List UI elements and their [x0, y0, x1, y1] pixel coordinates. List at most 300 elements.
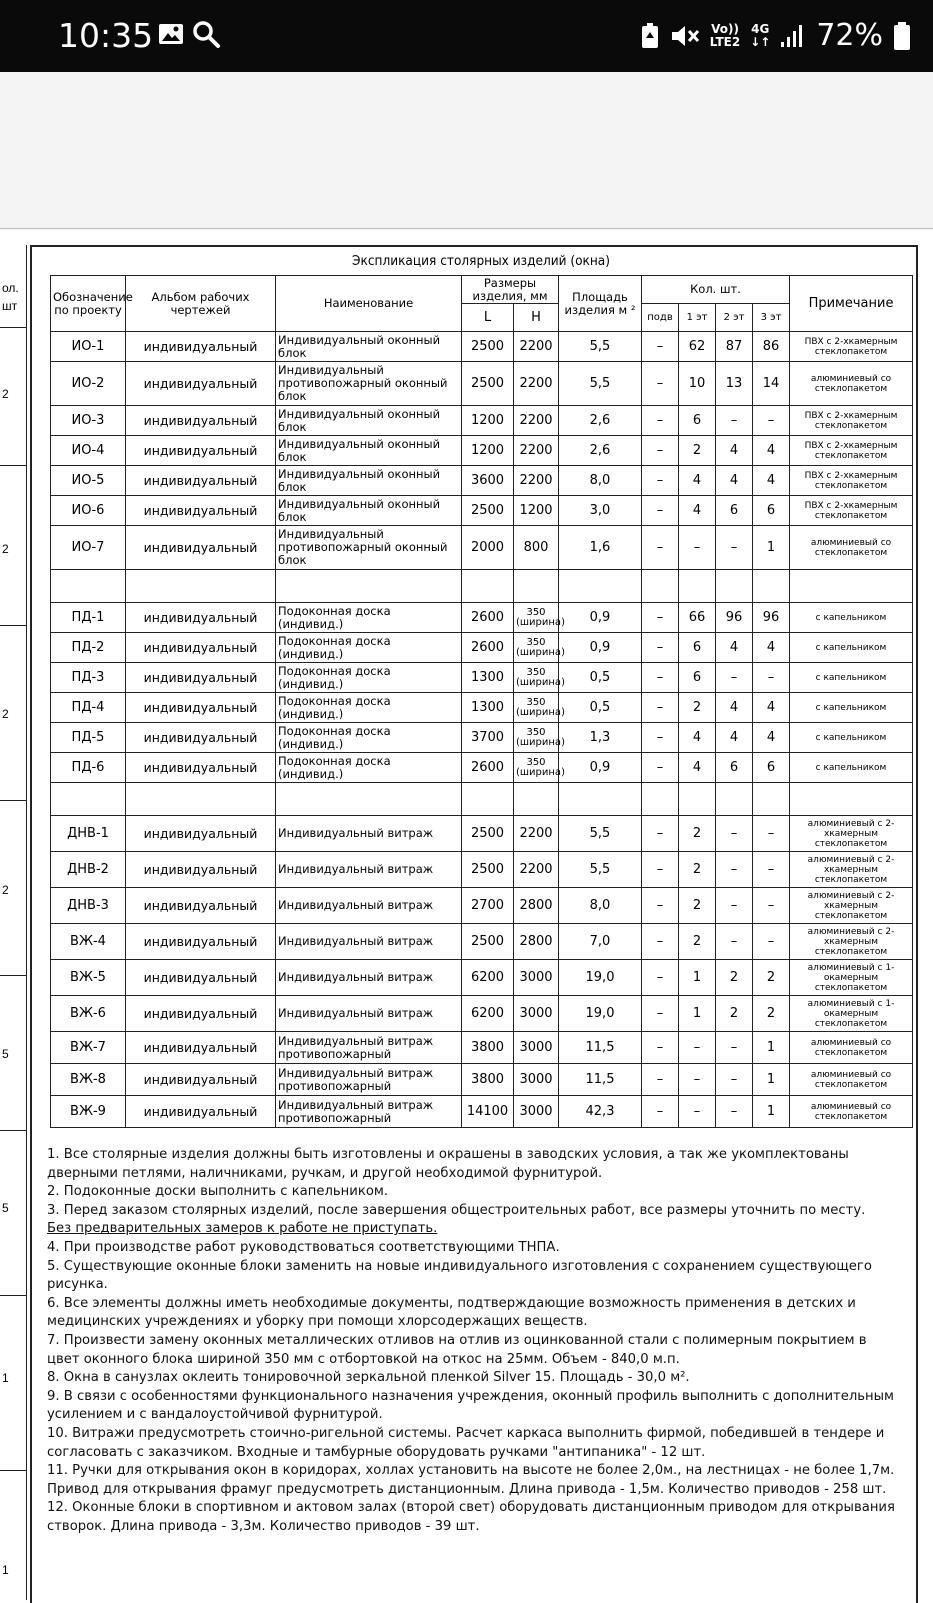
cell-l: 6200 [462, 996, 514, 1032]
cell-q3: 6 [753, 496, 790, 526]
cell-h: 1200 [514, 496, 559, 526]
empty-cell [462, 783, 514, 816]
table-body [51, 332, 913, 1128]
cell-name: Индивидуальный витраж [276, 852, 462, 888]
cell-q2: – [716, 888, 753, 924]
cell-area: 42,3 [559, 1096, 642, 1128]
cell-q1: 1 [679, 960, 716, 996]
cell-area: 19,0 [559, 960, 642, 996]
cell-h: 2200 [514, 436, 559, 466]
header-qty-floor1: 1 эт [679, 304, 716, 332]
cell-q2: 87 [716, 332, 753, 362]
cell-q0: – [642, 723, 679, 753]
cell-area: 0,9 [559, 753, 642, 783]
cell-album: индивидуальный [126, 466, 276, 496]
header-name: Наименование [276, 276, 462, 332]
table-row [51, 633, 913, 663]
cell-q0: – [642, 496, 679, 526]
cell-q3: 4 [753, 633, 790, 663]
cell-q1: 66 [679, 603, 716, 633]
cell-q2: 2 [716, 996, 753, 1032]
cell-q2: – [716, 406, 753, 436]
cell-name: Индивидуальный витраж противопожарный [276, 1096, 462, 1128]
cell-h: 350 (ширина) [514, 693, 559, 723]
cell-note: ПВХ с 2-хкамерным стеклопакетом [790, 496, 913, 526]
cell-q1: 2 [679, 816, 716, 852]
adjacent-divider [0, 1295, 26, 1296]
cell-q2: – [716, 1096, 753, 1128]
header-qty-basement: подв [642, 304, 679, 332]
cell-q1: 2 [679, 693, 716, 723]
cell-area: 8,0 [559, 466, 642, 496]
cell-note: алюминиевый с 2-хкамерным стеклопакетом [790, 924, 913, 960]
cell-l: 2700 [462, 888, 514, 924]
cell-q2: – [716, 663, 753, 693]
battery-percent: 72% [816, 18, 883, 53]
cell-q3: 2 [753, 996, 790, 1032]
cell-h: 3000 [514, 960, 559, 996]
status-left-icons [158, 20, 220, 48]
cell-code: ПД-3 [51, 663, 126, 693]
cell-note: с капельником [790, 693, 913, 723]
cell-name: Индивидуальный витраж [276, 816, 462, 852]
viewer-background [0, 72, 933, 228]
cell-q3: 1 [753, 1064, 790, 1096]
cell-q2: 4 [716, 436, 753, 466]
status-right-icons [640, 18, 911, 53]
adjacent-value: 1 [2, 1371, 9, 1385]
cell-name: Индивидуальный витраж [276, 996, 462, 1032]
note-item: 6. Все элементы должны иметь необходимые документы, подтверждающие возможность применения в детских и медицинских учреждениях и уборку при помощи хлорсодержащих веществ. [47, 1295, 856, 1330]
cell-l: 3700 [462, 723, 514, 753]
cell-q1: – [679, 1064, 716, 1096]
cell-note: алюминиевый с 2-хкамерным стеклопакетом [790, 888, 913, 924]
cell-album: индивидуальный [126, 816, 276, 852]
cell-area: 5,5 [559, 816, 642, 852]
cell-q1: 62 [679, 332, 716, 362]
cell-q1: 10 [679, 362, 716, 406]
table-row [51, 693, 913, 723]
adjacent-divider [0, 625, 26, 626]
empty-cell [790, 570, 913, 603]
table-row [51, 852, 913, 888]
battery-saver-icon [640, 22, 660, 50]
cell-note: алюминиевый со стеклопакетом [790, 1032, 913, 1064]
gallery-icon [158, 23, 184, 45]
cell-h: 3000 [514, 996, 559, 1032]
adjacent-value: 5 [2, 1201, 9, 1215]
cell-area: 5,5 [559, 332, 642, 362]
cell-l: 2500 [462, 496, 514, 526]
cell-code: ПД-2 [51, 633, 126, 663]
cell-q0: – [642, 332, 679, 362]
cell-q3: 14 [753, 362, 790, 406]
cell-code: ПД-6 [51, 753, 126, 783]
cell-note: алюминиевый со стеклопакетом [790, 1096, 913, 1128]
cell-album: индивидуальный [126, 362, 276, 406]
empty-cell [514, 783, 559, 816]
cell-h: 2800 [514, 924, 559, 960]
battery-icon [893, 21, 911, 51]
table-row [51, 960, 913, 996]
adjacent-divider [0, 1130, 26, 1131]
cell-q3: 2 [753, 960, 790, 996]
note-item: 10. Витражи предусмотреть стоично-ригельной системы. Расчет каркаса выполнить фирмой, победившей в тендере и согласовать с заказчиком. Входные и тамбурные оборудовать ручками "антипаника" - 12 шт. [47, 1425, 885, 1460]
empty-cell [126, 783, 276, 816]
cell-l: 3600 [462, 466, 514, 496]
note-item: 12. Оконные блоки в спортивном и актовом залах (второй свет) оборудовать дистанционным приводом для открывания створок. Длина привода - 3,3м. Количество приводов - 39 шт. [47, 1500, 895, 1534]
cell-note: алюминиевый с 1-окамерным стеклопакетом [790, 996, 913, 1032]
table-title: Экспликация столярных изделий (окна) [50, 247, 912, 276]
table-spacer-row [51, 570, 913, 603]
cell-album: индивидуальный [126, 633, 276, 663]
cell-q1: 1 [679, 996, 716, 1032]
cell-name: Индивидуальный оконный блок [276, 436, 462, 466]
empty-cell [790, 783, 913, 816]
cell-note: алюминиевый со стеклопакетом [790, 1064, 913, 1096]
cell-q0: – [642, 663, 679, 693]
cell-h: 2200 [514, 852, 559, 888]
adjacent-value: 5 [2, 1047, 9, 1061]
empty-cell [126, 570, 276, 603]
cell-q1: 2 [679, 852, 716, 888]
cell-name: Индивидуальный оконный блок [276, 332, 462, 362]
cell-area: 0,5 [559, 693, 642, 723]
cell-area: 11,5 [559, 1064, 642, 1096]
cell-q3: 4 [753, 466, 790, 496]
cell-code: ВЖ-7 [51, 1032, 126, 1064]
empty-cell [559, 783, 642, 816]
cell-q0: – [642, 996, 679, 1032]
cell-q3: – [753, 663, 790, 693]
cell-q2: 13 [716, 362, 753, 406]
cell-q3: 1 [753, 526, 790, 570]
cell-q0: – [642, 816, 679, 852]
cell-l: 2500 [462, 852, 514, 888]
cell-h: 2200 [514, 816, 559, 852]
cell-album: индивидуальный [126, 1032, 276, 1064]
cell-q0: – [642, 888, 679, 924]
cell-album: индивидуальный [126, 996, 276, 1032]
empty-cell [642, 783, 679, 816]
cell-q0: – [642, 852, 679, 888]
cell-q1: 4 [679, 753, 716, 783]
cell-q3: – [753, 406, 790, 436]
cell-q1: 6 [679, 406, 716, 436]
cell-area: 0,5 [559, 663, 642, 693]
cell-q2: – [716, 816, 753, 852]
cell-code: ИО-3 [51, 406, 126, 436]
empty-cell [276, 783, 462, 816]
cell-code: ИО-2 [51, 362, 126, 406]
cell-area: 2,6 [559, 436, 642, 466]
cell-area: 1,6 [559, 526, 642, 570]
header-size-l: L [462, 304, 514, 332]
empty-cell [462, 570, 514, 603]
cell-area: 0,9 [559, 603, 642, 633]
cell-code: ДНВ-3 [51, 888, 126, 924]
empty-cell [51, 783, 126, 816]
cell-code: ПД-1 [51, 603, 126, 633]
cell-l: 14100 [462, 1096, 514, 1128]
cell-h: 2200 [514, 406, 559, 436]
empty-cell [642, 570, 679, 603]
cell-album: индивидуальный [126, 603, 276, 633]
cell-l: 1200 [462, 406, 514, 436]
cell-name: Подоконная доска (индивид.) [276, 663, 462, 693]
table-row [51, 663, 913, 693]
table-row [51, 603, 913, 633]
cell-area: 5,5 [559, 362, 642, 406]
header-sizes: Размеры изделия, мм [462, 276, 559, 304]
cell-note: алюминиевый с 2-хкамерным стеклопакетом [790, 816, 913, 852]
empty-cell [753, 570, 790, 603]
cell-q2: – [716, 1032, 753, 1064]
cell-album: индивидуальный [126, 406, 276, 436]
table-row [51, 1096, 913, 1128]
cell-name: Индивидуальный витраж противопожарный [276, 1032, 462, 1064]
header-designation: Обозначение по проекту [51, 276, 126, 332]
cell-q2: – [716, 924, 753, 960]
cell-h: 2800 [514, 888, 559, 924]
cell-note: ПВХ с 2-хкамерным стеклопакетом [790, 466, 913, 496]
cell-area: 19,0 [559, 996, 642, 1032]
cell-l: 2600 [462, 633, 514, 663]
cell-q1: 6 [679, 633, 716, 663]
table-row [51, 888, 913, 924]
cell-note: с капельником [790, 633, 913, 663]
cell-q1: – [679, 1096, 716, 1128]
cell-album: индивидуальный [126, 888, 276, 924]
table-row [51, 816, 913, 852]
note-item: 7. Произвести замену оконных металлических отливов на отлив из оцинкованной стали с полимерным покрытием в цвет оконного блока шириной 350 мм с отбортовкой на откос на 25мм. Объем - 840,0 м.п. [47, 1332, 867, 1367]
cell-q0: – [642, 1032, 679, 1064]
cell-l: 2500 [462, 362, 514, 406]
table-row [51, 1032, 913, 1064]
status-time: 10:35 [58, 16, 154, 55]
cell-q2: 6 [716, 496, 753, 526]
table-row [51, 723, 913, 753]
adjacent-divider [0, 1470, 26, 1471]
cell-q1: 6 [679, 663, 716, 693]
table-row [51, 526, 913, 570]
empty-cell [514, 570, 559, 603]
cell-note: алюминиевый с 2-хкамерным стеклопакетом [790, 852, 913, 888]
table-row [51, 466, 913, 496]
cell-q3: 1 [753, 1032, 790, 1064]
cell-name: Индивидуальный витраж противопожарный [276, 1064, 462, 1096]
empty-cell [559, 570, 642, 603]
table-row [51, 753, 913, 783]
cell-q2: – [716, 1064, 753, 1096]
cell-album: индивидуальный [126, 526, 276, 570]
cell-q0: – [642, 526, 679, 570]
search-icon [192, 20, 220, 48]
cell-q0: – [642, 436, 679, 466]
cell-l: 2600 [462, 753, 514, 783]
cell-h: 350 (ширина) [514, 603, 559, 633]
signal-icon [780, 24, 806, 48]
table-row [51, 1064, 913, 1096]
cell-l: 3800 [462, 1032, 514, 1064]
table-row [51, 924, 913, 960]
cell-name: Индивидуальный витраж [276, 960, 462, 996]
empty-cell [753, 783, 790, 816]
cell-q0: – [642, 693, 679, 723]
cell-album: индивидуальный [126, 753, 276, 783]
cell-code: ВЖ-8 [51, 1064, 126, 1096]
cell-name: Подоконная доска (индивид.) [276, 723, 462, 753]
adjacent-value: 2 [2, 387, 9, 401]
cell-q2: 4 [716, 633, 753, 663]
cell-name: Индивидуальный оконный блок [276, 496, 462, 526]
cell-name: Подоконная доска (индивид.) [276, 693, 462, 723]
adjacent-value: 2 [2, 883, 9, 897]
table-row [51, 362, 913, 406]
cell-album: индивидуальный [126, 960, 276, 996]
table-spacer-row [51, 783, 913, 816]
cell-q3: – [753, 816, 790, 852]
cell-q3: 1 [753, 1096, 790, 1128]
cell-q2: 4 [716, 723, 753, 753]
cell-q1: 2 [679, 924, 716, 960]
cell-l: 1300 [462, 693, 514, 723]
cell-h: 2200 [514, 466, 559, 496]
empty-cell [276, 570, 462, 603]
cell-q3: 4 [753, 693, 790, 723]
cell-l: 3800 [462, 1064, 514, 1096]
cell-album: индивидуальный [126, 1064, 276, 1096]
cell-name: Подоконная доска (индивид.) [276, 753, 462, 783]
cell-name: Индивидуальный витраж [276, 888, 462, 924]
cell-album: индивидуальный [126, 436, 276, 466]
cell-name: Подоконная доска (индивид.) [276, 603, 462, 633]
cell-q3: 4 [753, 436, 790, 466]
cell-q0: – [642, 924, 679, 960]
cell-note: алюминиевый со стеклопакетом [790, 362, 913, 406]
cell-name: Индивидуальный оконный блок [276, 406, 462, 436]
table-row [51, 436, 913, 466]
cell-area: 2,6 [559, 406, 642, 436]
cell-area: 7,0 [559, 924, 642, 960]
header-note: Примечание [790, 276, 913, 332]
volte-indicator: Vo)) LTE2 [709, 21, 741, 49]
empty-cell [679, 570, 716, 603]
adjacent-divider [0, 975, 26, 976]
cell-q2: 4 [716, 466, 753, 496]
adjacent-table-header: ол. шт [0, 277, 26, 328]
note-item: 11. Ручки для открывания окон в коридорах, холлах установить на высоте не более 2,0м., на лестницах - не более 1,7м. Привод для открывания фрамуг предусмотреть дистанционным. Длина привода - 1,5м. Количество приводов - 258 шт. [47, 1463, 895, 1497]
cell-q0: – [642, 960, 679, 996]
table-row [51, 332, 913, 362]
cell-code: ВЖ-5 [51, 960, 126, 996]
cell-code: ИО-5 [51, 466, 126, 496]
cell-q3: 96 [753, 603, 790, 633]
cell-q1: 2 [679, 888, 716, 924]
header-qty: Кол. шт. [642, 276, 790, 304]
header-size-h: H [514, 304, 559, 332]
header-area: Площадь изделия м ² [559, 276, 642, 332]
cell-note: ПВХ с 2-хкамерным стеклопакетом [790, 406, 913, 436]
cell-area: 5,5 [559, 852, 642, 888]
cell-name: Индивидуальный витраж [276, 924, 462, 960]
cell-album: индивидуальный [126, 1096, 276, 1128]
empty-cell [716, 783, 753, 816]
table-row [51, 406, 913, 436]
cell-code: ДНВ-2 [51, 852, 126, 888]
status-bar [0, 0, 933, 72]
cell-album: индивидуальный [126, 852, 276, 888]
cell-album: индивидуальный [126, 663, 276, 693]
cell-q2: – [716, 852, 753, 888]
empty-cell [679, 783, 716, 816]
cell-note: с капельником [790, 603, 913, 633]
cell-album: индивидуальный [126, 496, 276, 526]
cell-h: 3000 [514, 1096, 559, 1128]
note-item: 8. Окна в санузлах оклеить тонировочной зеркальной пленкой Silver 15. Площадь - 30,0 м². [47, 1370, 690, 1386]
adjacent-value: 2 [2, 542, 9, 556]
adjacent-divider [0, 800, 26, 801]
cell-h: 2200 [514, 332, 559, 362]
cell-note: ПВХ с 2-хкамерным стеклопакетом [790, 332, 913, 362]
cell-code: ВЖ-4 [51, 924, 126, 960]
cell-name: Подоконная доска (индивид.) [276, 633, 462, 663]
cell-h: 350 (ширина) [514, 753, 559, 783]
cell-q1: – [679, 526, 716, 570]
cell-q0: – [642, 633, 679, 663]
cell-h: 350 (ширина) [514, 723, 559, 753]
cell-q3: – [753, 924, 790, 960]
cell-area: 1,3 [559, 723, 642, 753]
cell-area: 0,9 [559, 633, 642, 663]
cell-q1: 2 [679, 436, 716, 466]
joinery-schedule-table [50, 275, 913, 1128]
cell-q0: – [642, 1064, 679, 1096]
cell-album: индивидуальный [126, 723, 276, 753]
cell-code: ИО-7 [51, 526, 126, 570]
cell-album: индивидуальный [126, 924, 276, 960]
general-notes [47, 1146, 897, 1536]
cell-q0: – [642, 406, 679, 436]
cell-q2: 96 [716, 603, 753, 633]
cell-code: ИО-4 [51, 436, 126, 466]
cell-note: с капельником [790, 723, 913, 753]
adjacent-value: 2 [2, 707, 9, 721]
cell-h: 350 (ширина) [514, 633, 559, 663]
cell-l: 1200 [462, 436, 514, 466]
empty-cell [51, 570, 126, 603]
table-row [51, 496, 913, 526]
cell-note: с капельником [790, 753, 913, 783]
header-qty-floor3: 3 эт [753, 304, 790, 332]
adjacent-divider [0, 465, 26, 466]
cell-note: алюминиевый с 1-окамерным стеклопакетом [790, 960, 913, 996]
cell-q1: 4 [679, 466, 716, 496]
cell-code: ПД-4 [51, 693, 126, 723]
cell-q0: – [642, 753, 679, 783]
cell-h: 350 (ширина) [514, 663, 559, 693]
cell-l: 2500 [462, 816, 514, 852]
note-item: 5. Существующие оконные блоки заменить на новые индивидуального изготовления с сохранением существующего рисунка. [47, 1258, 872, 1293]
cell-q0: – [642, 466, 679, 496]
cell-name: Индивидуальный оконный блок [276, 466, 462, 496]
cell-code: ВЖ-9 [51, 1096, 126, 1128]
cell-q2: 6 [716, 753, 753, 783]
cell-h: 800 [514, 526, 559, 570]
cell-q1: 4 [679, 723, 716, 753]
cell-area: 8,0 [559, 888, 642, 924]
note-item: 9. В связи с особенностями функционального назначения учреждения, оконный профиль выполнить с дополнительным усилением и с вандалоустойчивой фурнитурой. [47, 1388, 895, 1423]
